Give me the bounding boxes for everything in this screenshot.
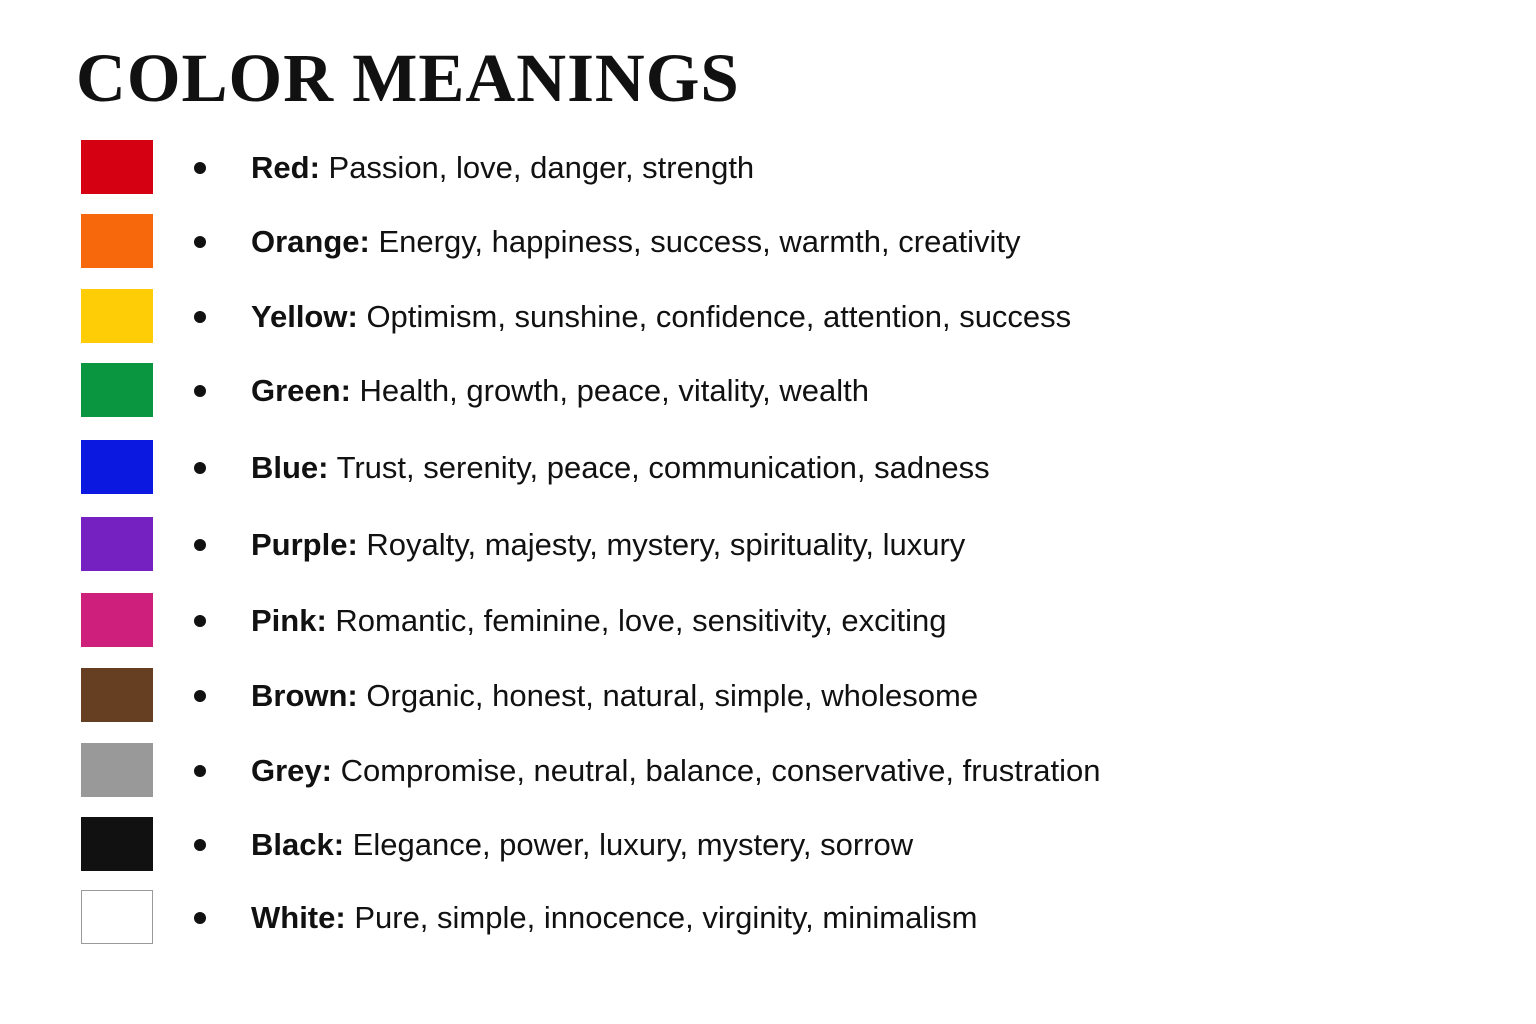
color-swatch-white (81, 890, 153, 944)
color-meaning-text (251, 525, 965, 565)
color-row-black (0, 817, 1536, 873)
color-swatch-yellow (81, 289, 153, 343)
color-description: Organic, honest, natural, simple, wholesome (366, 678, 979, 713)
color-description: Trust, serenity, peace, communication, sadness (336, 450, 990, 485)
color-description: Elegance, power, luxury, mystery, sorrow (352, 827, 914, 862)
color-label: Red: (251, 150, 320, 185)
bullet-icon (194, 690, 206, 702)
color-description: Romantic, feminine, love, sensitivity, exciting (335, 603, 947, 638)
color-swatch-orange (81, 214, 153, 268)
color-label: Pink: (251, 603, 327, 638)
bullet-icon (194, 311, 206, 323)
color-label: Brown: (251, 678, 358, 713)
color-row-red (0, 140, 1536, 196)
color-meaning-text (251, 676, 978, 716)
color-row-purple (0, 517, 1536, 573)
color-row-green (0, 363, 1536, 419)
color-label: Blue: (251, 450, 329, 485)
color-meaning-text (251, 297, 1071, 337)
color-label: Yellow: (251, 299, 358, 334)
color-description: Compromise, neutral, balance, conservative, frustration (340, 753, 1101, 788)
color-label: Green: (251, 373, 351, 408)
color-swatch-black (81, 817, 153, 871)
bullet-icon (194, 839, 206, 851)
page-title: COLOR MEANINGS (76, 40, 740, 116)
color-swatch-grey (81, 743, 153, 797)
color-description: Health, growth, peace, vitality, wealth (359, 373, 870, 408)
color-label: Grey: (251, 753, 332, 788)
color-row-brown (0, 668, 1536, 724)
color-label: Orange: (251, 224, 370, 259)
color-row-yellow (0, 289, 1536, 345)
color-label: White: (251, 900, 346, 935)
color-description: Passion, love, danger, strength (328, 150, 755, 185)
bullet-icon (194, 462, 206, 474)
color-swatch-pink (81, 593, 153, 647)
color-meaning-text (251, 825, 913, 865)
color-meaning-text (251, 371, 869, 411)
bullet-icon (194, 162, 206, 174)
color-row-grey (0, 743, 1536, 799)
color-description: Royalty, majesty, mystery, spirituality, luxury (366, 527, 966, 562)
color-description: Optimism, sunshine, confidence, attention, success (366, 299, 1072, 334)
color-swatch-green (81, 363, 153, 417)
color-swatch-blue (81, 440, 153, 494)
color-row-white (0, 890, 1536, 946)
color-label: Purple: (251, 527, 358, 562)
color-row-orange (0, 214, 1536, 270)
color-meaning-text (251, 222, 1021, 262)
color-meaning-text (251, 148, 754, 188)
bullet-icon (194, 765, 206, 777)
bullet-icon (194, 236, 206, 248)
color-meaning-text (251, 751, 1100, 791)
bullet-icon (194, 385, 206, 397)
color-row-blue (0, 440, 1536, 496)
color-swatch-red (81, 140, 153, 194)
bullet-icon (194, 912, 206, 924)
color-description: Pure, simple, innocence, virginity, minimalism (354, 900, 978, 935)
color-meaning-text (251, 448, 990, 488)
color-label: Black: (251, 827, 345, 862)
bullet-icon (194, 615, 206, 627)
color-meaning-text (251, 898, 977, 938)
color-description: Energy, happiness, success, warmth, creativity (378, 224, 1021, 259)
color-row-pink (0, 593, 1536, 649)
color-swatch-purple (81, 517, 153, 571)
bullet-icon (194, 539, 206, 551)
color-meaning-text (251, 601, 946, 641)
color-swatch-brown (81, 668, 153, 722)
